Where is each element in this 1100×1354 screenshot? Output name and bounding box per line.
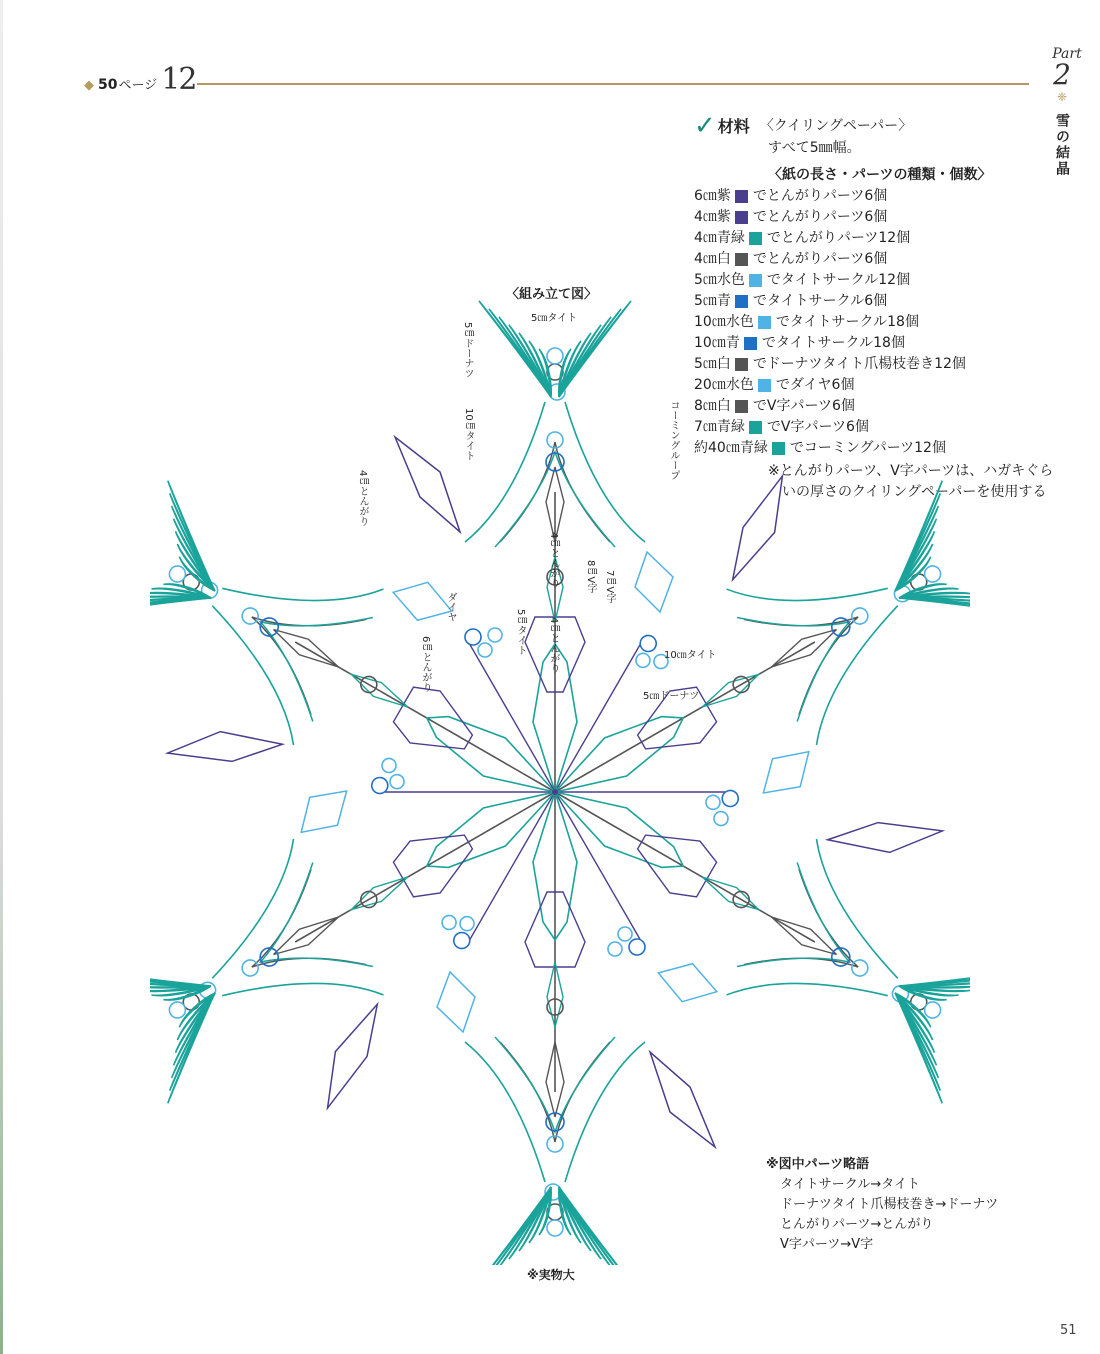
label-combing: コーミングループ [668, 400, 679, 480]
label-diamond: ダイヤ [445, 592, 456, 622]
label-donut-5-right: 5㎝ドーナツ [643, 691, 700, 702]
ornament-icon: ❈ [1056, 90, 1068, 104]
materials-heading [694, 111, 1054, 141]
material-length: 4㎝白 [694, 251, 731, 267]
label-v-8: 8㎝V字 [585, 560, 596, 594]
tight-circle [849, 605, 871, 627]
material-part: でダイヤ6個 [775, 377, 855, 393]
snowflake-arm [150, 690, 635, 1176]
reference-page-suffix: ページ [118, 78, 158, 93]
tight-circle [478, 643, 492, 657]
material-item [694, 228, 1054, 249]
diamond-part [635, 552, 673, 612]
label-tongari-6: 6㎝とんがり [420, 636, 431, 693]
tight-circle [451, 930, 473, 952]
side-tongari [700, 476, 815, 580]
label-donut-5: 5㎝ドーナツ [462, 322, 473, 379]
label-v-7: 7㎝V字 [604, 570, 615, 604]
tight-circle [828, 615, 853, 640]
label-tight-5-center: 5㎝タイト [515, 609, 526, 656]
side-tongari [828, 783, 943, 887]
part-title: 雪の結晶 [1054, 113, 1070, 177]
material-part: でとんがりパーツ6個 [752, 209, 888, 225]
header-rule [197, 83, 1029, 85]
part-number: 2 [1053, 58, 1071, 91]
tight-circle [387, 772, 406, 791]
snowflake-arm [395, 301, 673, 792]
abbreviations-title: ※図中パーツ略語 [766, 1157, 870, 1172]
material-length: 6㎝紫 [694, 188, 731, 204]
label-tight-10-right: 10㎝タイト [664, 650, 717, 661]
snowflake-arm [496, 653, 970, 1139]
tight-circle [379, 756, 398, 775]
materials-subhead: 〈紙の長さ・パーツの種類・個数〉 [768, 167, 992, 183]
diamond-part [751, 741, 822, 804]
spoke-line [555, 642, 815, 792]
tight-circle [369, 775, 391, 797]
material-part: でとんがりパーツ6個 [752, 251, 888, 267]
tight-circle [547, 1220, 563, 1236]
material-length: 4㎝紫 [694, 209, 731, 225]
tight-circle [488, 628, 502, 642]
label-top-tight: 5㎝タイト [531, 313, 578, 324]
tight-circle [239, 957, 261, 979]
side-tongari [650, 1052, 715, 1147]
label-tongari-4-lower: 4㎝とんがり [548, 617, 559, 674]
tight-circle [637, 633, 659, 655]
abbreviation-item: タイトサークル→タイト [780, 1177, 920, 1192]
material-part: でドーナツタイト爪楊枝巻き12個 [752, 356, 966, 372]
material-part: でタイトサークル12個 [766, 272, 911, 288]
page-header [84, 62, 195, 97]
spoke-line [555, 792, 815, 942]
material-length: 10㎝青 [694, 335, 740, 351]
color-swatch [749, 232, 762, 245]
tight-circle [439, 913, 458, 932]
actual-size-note: ※実物大 [527, 1268, 575, 1282]
page-number: 51 [1060, 1323, 1077, 1338]
diamond-part [437, 972, 475, 1032]
tight-circle [633, 651, 652, 670]
tight-circle [257, 945, 282, 970]
tight-circle [618, 927, 632, 941]
tight-circle [547, 348, 563, 364]
outer-curve [465, 402, 545, 542]
abbreviation-item: V字パーツ→V字 [780, 1237, 874, 1252]
tight-circle [465, 629, 481, 645]
material-part: でタイトサークル6個 [752, 293, 888, 309]
tight-circle [711, 809, 730, 828]
page-edge-strip [0, 0, 3, 1354]
tight-circle [257, 615, 282, 640]
combing-loop [479, 1187, 551, 1265]
material-part: でコーミングパーツ12個 [789, 440, 946, 456]
material-part: でタイトサークル18個 [775, 314, 919, 330]
label-tight-10: 10㎝タイト [463, 408, 474, 461]
outer-curve [465, 1042, 545, 1182]
side-tongari [295, 1004, 410, 1108]
tight-circle [629, 939, 645, 955]
reference-page-number: 50 [98, 77, 118, 93]
material-part: でV字パーツ6個 [752, 398, 855, 414]
combing-loop [150, 993, 251, 1103]
combing-loop [150, 481, 251, 591]
color-swatch [735, 190, 748, 203]
material-length: 5㎝白 [694, 356, 731, 372]
material-length: 20㎝水色 [694, 377, 754, 393]
label-tongari-4-center: 4㎝とんがり [548, 532, 559, 589]
color-swatch [735, 253, 748, 266]
tight-circle [239, 605, 261, 627]
checkmark-icon: ✓ [694, 111, 716, 141]
recipe-number: 12 [161, 62, 196, 97]
material-length: 約40㎝青緑 [694, 440, 768, 456]
material-item [694, 249, 1054, 270]
color-swatch [735, 211, 748, 224]
tight-circle [457, 914, 476, 933]
abbreviation-item: とんがりパーツ→とんがり [780, 1217, 934, 1232]
tight-circle [608, 942, 622, 956]
material-length: 5㎝青 [694, 293, 731, 309]
material-length: 7㎝青緑 [694, 419, 745, 435]
snowflake-arms [150, 301, 970, 1265]
tight-circle [703, 793, 722, 812]
center-point [552, 789, 558, 795]
diamond-bullet-icon: ◆ [84, 78, 94, 93]
combing-loop [559, 1187, 631, 1265]
width-note: すべて5㎜幅。 [768, 140, 861, 156]
material-length: 5㎝水色 [694, 272, 745, 288]
outer-curve [565, 402, 645, 542]
tight-circle [719, 788, 741, 810]
material-part: でタイトサークル18個 [761, 335, 905, 351]
material-part: でとんがりパーツ12個 [766, 230, 911, 246]
material-item [694, 186, 1054, 207]
materials-title: 材料 [717, 116, 750, 136]
paper-label: 〈クイリングペーパー〉 [759, 117, 913, 134]
side-tongari [168, 697, 283, 801]
side-tongari [395, 437, 460, 532]
material-item [694, 207, 1054, 228]
tight-circle [828, 945, 853, 970]
abbreviation-item: ドーナツタイト爪楊枝巻き→ドーナツ [780, 1197, 999, 1212]
part-word: Part [1052, 46, 1082, 62]
spoke-line [295, 792, 555, 942]
assembly-title: 〈組み立て図〉 [506, 287, 598, 302]
outer-curve [565, 1042, 645, 1182]
material-length: 8㎝白 [694, 398, 731, 414]
material-part: でとんがりパーツ6個 [752, 188, 888, 204]
material-part: でV字パーツ6個 [766, 419, 869, 435]
material-length: 10㎝水色 [694, 314, 754, 330]
material-length: 4㎝青緑 [694, 230, 745, 246]
snowflake-arm [437, 792, 715, 1265]
label-tongari-4-left: 4㎝とんがり [357, 470, 368, 527]
abbreviations-box [766, 1155, 998, 1255]
materials-note: ※とんがりパーツ、V字パーツは、ハガキぐらいの厚さのクイリングペーパーを使用する [768, 463, 1054, 500]
material-item [694, 270, 1054, 291]
tight-circle [849, 957, 871, 979]
diamond-part [288, 780, 359, 843]
diamond-part [652, 951, 723, 1014]
color-swatch [749, 274, 762, 287]
snowflake-diagram [150, 300, 970, 1265]
